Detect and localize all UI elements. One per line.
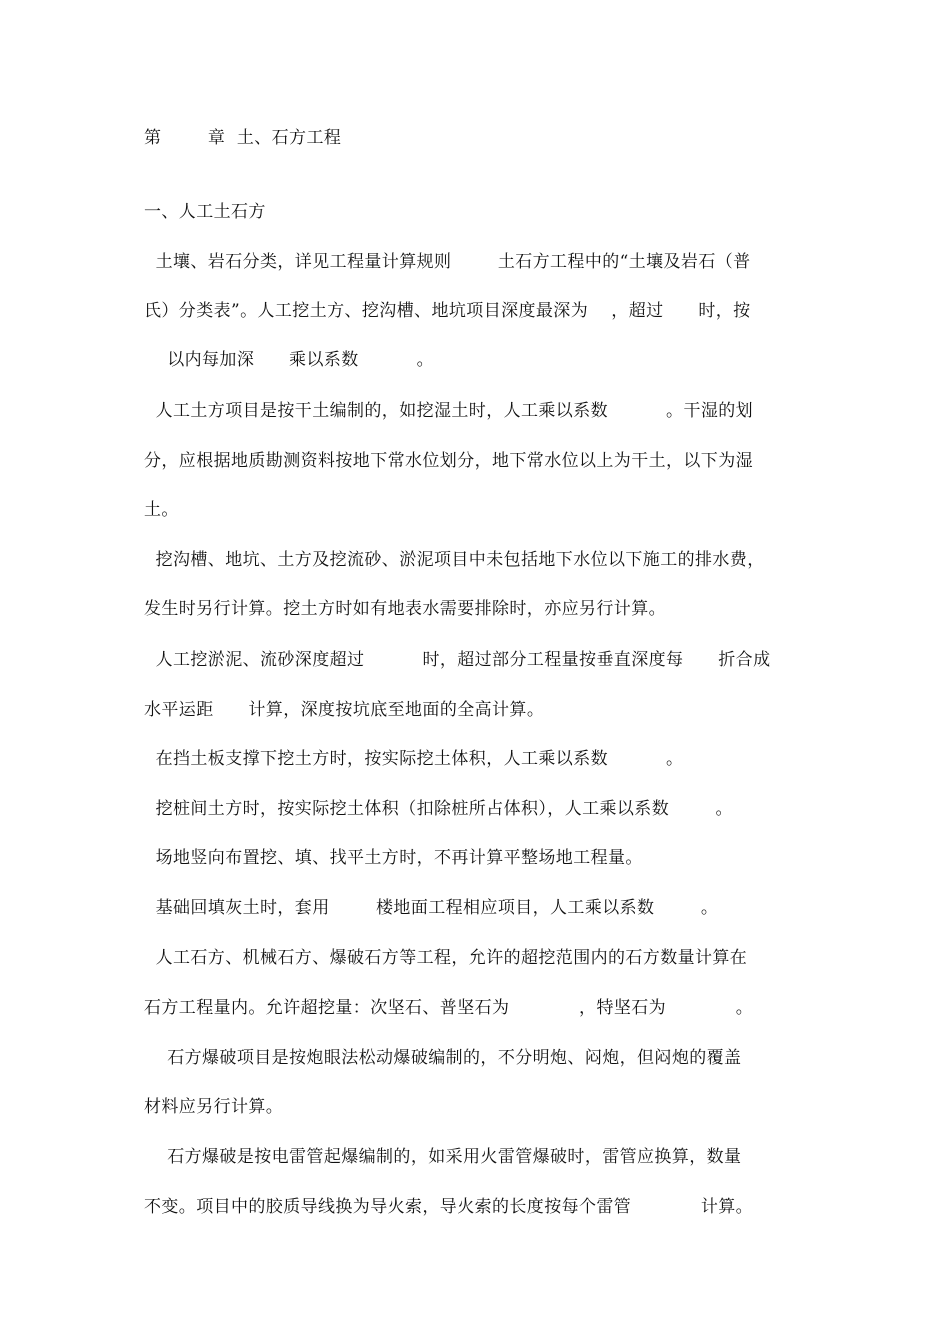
- paragraph-line: 发生时另行计算。挖土方时如有地表水需要排除时，亦应另行计算。: [144, 599, 666, 619]
- paragraph-line: 石方工程量内。允许超挖量：次坚石、普坚石为 ，特坚石为 。: [144, 998, 754, 1018]
- paragraph-line: 氏）分类表”。人工挖土方、挖沟槽、地坑项目深度最深为 ，超过 时，按: [144, 301, 751, 321]
- paragraph-line: 人工石方、机械石方、爆破石方等工程，允许的超挖范围内的石方数量计算在: [144, 948, 748, 968]
- paragraph-line: 土壤、岩石分类，详见工程量计算规则 土石方工程中的“土壤及岩石（普: [144, 252, 751, 272]
- paragraph-line: 人工土方项目是按干土编制的，如挖湿土时，人工乘以系数 。干湿的划: [144, 401, 754, 421]
- paragraph-line: 水平运距 计算，深度按坑底至地面的全高计算。: [144, 700, 545, 720]
- paragraph-line: 以内每加深 乘以系数 。: [144, 350, 435, 370]
- paragraph-line: 场地竖向布置挖、填、找平土方时，不再计算平整场地工程量。: [144, 848, 643, 868]
- paragraph-line: 人工挖淤泥、流砂深度超过 时，超过部分工程量按垂直深度每 折合成: [144, 650, 771, 670]
- paragraph-line: 分，应根据地质勘测资料按地下常水位划分，地下常水位以上为干土，以下为湿: [144, 451, 753, 471]
- paragraph-line: 不变。项目中的胶质导线换为导火索，导火索的长度按每个雷管 计算。: [144, 1197, 754, 1217]
- chapter-title: 第 章 土、石方工程: [144, 128, 342, 148]
- paragraph-line: 土。: [144, 500, 179, 520]
- paragraph-line: 材料应另行计算。: [144, 1097, 284, 1117]
- paragraph-line: 挖沟槽、地坑、土方及挖流砂、淤泥项目中未包括地下水位以下施工的排水费，: [144, 550, 765, 570]
- paragraph-line: 基础回填灰土时，套用 楼地面工程相应项目，人工乘以系数 。: [144, 898, 719, 918]
- paragraph-line: 挖桩间土方时，按实际挖土体积（扣除桩所占体积），人工乘以系数 。: [144, 799, 733, 819]
- paragraph-line: 石方爆破是按电雷管起爆编制的，如采用火雷管爆破时，雷管应换算，数量: [144, 1147, 742, 1167]
- paragraph-line: 在挡土板支撑下挖土方时，按实际挖土体积，人工乘以系数 。: [144, 749, 684, 769]
- section-heading: 一、人工土石方: [144, 202, 266, 222]
- paragraph-line: 石方爆破项目是按炮眼法松动爆破编制的，不分明炮、闷炮，但闷炮的覆盖: [144, 1048, 742, 1068]
